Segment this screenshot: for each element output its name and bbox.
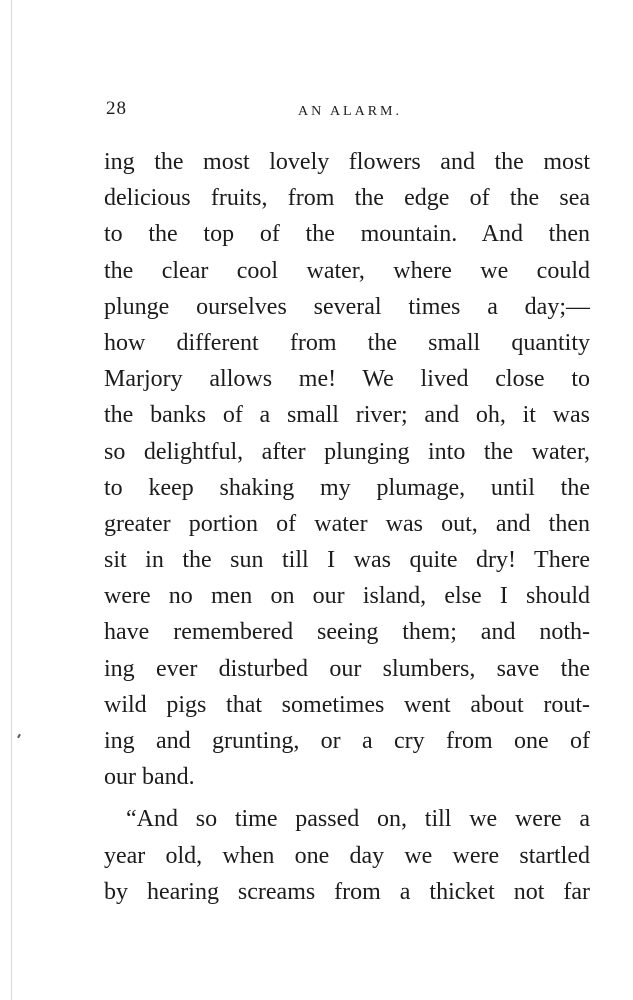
body-text [104,144,590,910]
text-line: year old, when one day we were startled [104,842,590,869]
chapter-title: AN ALARM. [298,104,403,119]
running-head [106,98,592,126]
text-line: plunge ourselves several times a day;— [104,293,590,320]
text-line: ing ever disturbed our slumbers, save the [104,655,590,682]
text-line: were no men on our island, else I should [104,583,590,610]
page-number: 28 [106,98,127,119]
text-line: ing and grunting, or a cry from one of [104,728,590,754]
text-line: so delightful, after plunging into the water, [104,438,590,465]
text-line: by hearing screams from a thicket not far [104,878,590,905]
text-line: greater portion of water was out, and then [104,510,590,537]
page-gutter-edge [11,0,12,1000]
text-line: sit in the sun till I was quite dry! There [104,547,590,574]
text-line: have remembered seeing them; and noth- [104,619,590,646]
text-line: our band. [104,764,195,791]
text-line: delicious fruits, from the edge of the sea [104,185,590,212]
print-speck [17,734,21,738]
text-line: Marjory allows me! We lived close to [104,366,590,393]
text-line: to keep shaking my plumage, until the [104,474,590,501]
text-line: wild pigs that sometimes went about rout- [104,691,590,718]
text-line: “And so time passed on, till we were a [126,806,590,833]
text-line: how different from the small quantity [104,329,590,356]
text-line: to the top of the mountain. And then [104,221,590,248]
text-line: the clear cool water, where we could [104,257,590,284]
text-line: ing the most lovely flowers and the most [104,149,590,175]
text-line: the banks of a small river; and oh, it was [104,402,590,429]
